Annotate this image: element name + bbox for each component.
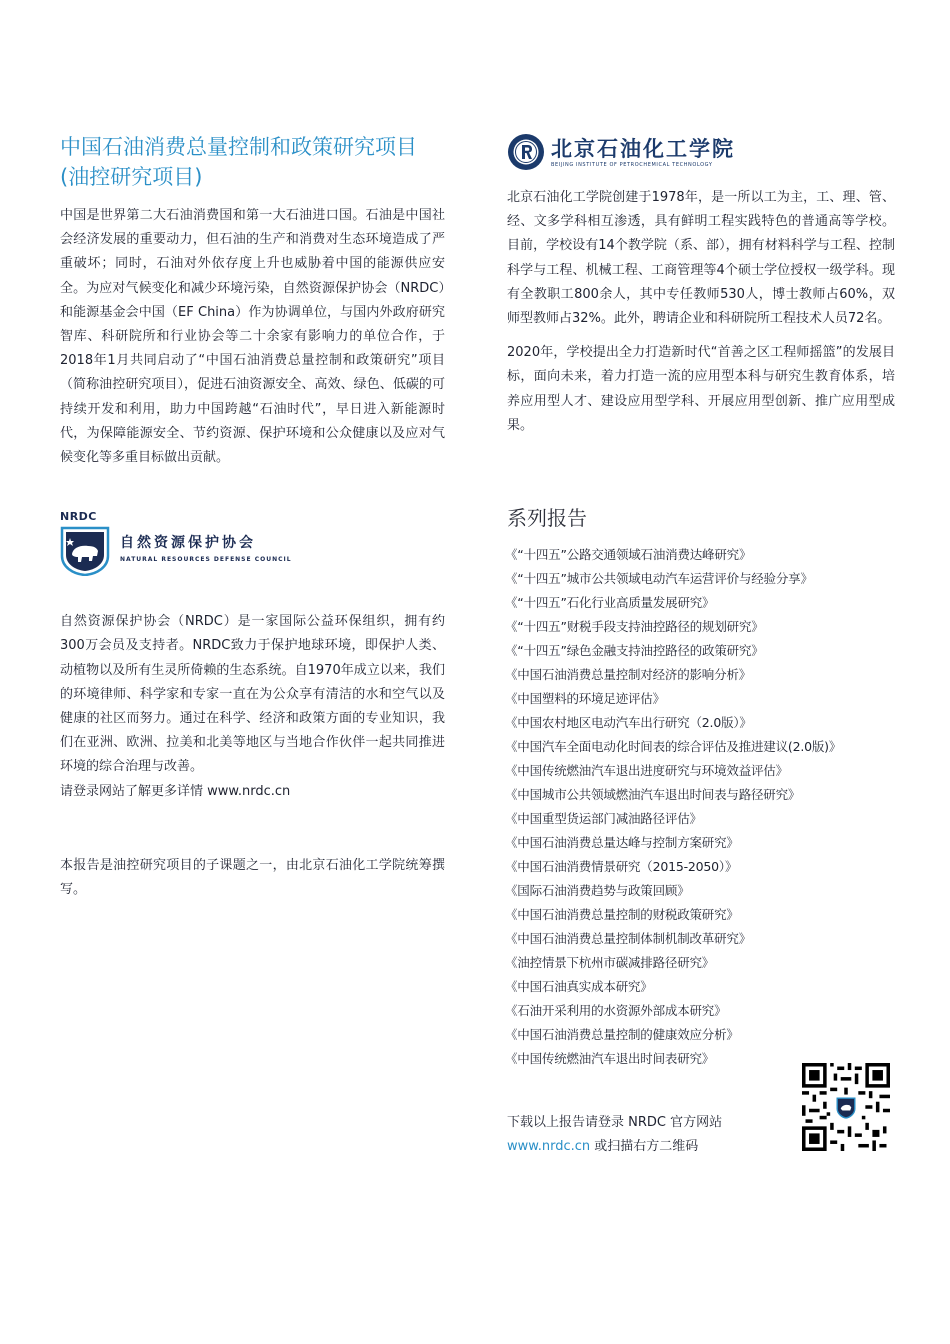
nrdc-description: 自然资源保护协会（NRDC）是一家国际公益环保组织，拥有约300万会员及支持者。NRDC致力于保护地球环境，即保护人类、动植物以及所有生灵所倚赖的生态系统。自1970年成立以来，我们的环境律师、科学家和专家一直在为公众享有清洁的水和空气以及健康的社区而努力。通过在科学、经济和政策方面的专业知识，我们在亚洲、欧洲、拉美和北美等地区与当地合作伙伴一起共同推进环境的综合治理与改善。 bbox=[60, 614, 445, 775]
series-item: 《中国石油消费总量达峰与控制方案研究》 bbox=[505, 835, 739, 851]
nrdc-logo-tag: NRDC bbox=[60, 510, 97, 524]
series-item: 《“十四五”公路交通领域石油消费达峰研究》 bbox=[505, 547, 752, 563]
series-item: 《中国石油消费总量控制的健康效应分析》 bbox=[505, 1027, 739, 1043]
nrdc-name-en: NATURAL RESOURCES DEFENSE COUNCIL bbox=[120, 556, 292, 564]
polar-bear-shield-icon bbox=[60, 526, 110, 576]
school-emblem-icon bbox=[507, 133, 545, 171]
series-item: 《中国城市公共领域燃油汽车退出时间表与路径研究》 bbox=[505, 787, 801, 803]
series-list bbox=[507, 543, 895, 1071]
nrdc-more-info: 请登录网站了解更多详情 www.nrdc.cn bbox=[60, 783, 291, 799]
school-name-en: BEIJING INSTITUTE OF PETROCHEMICAL TECHNOLOGY bbox=[551, 161, 713, 168]
download-line2-text: 或扫描右方二维码 bbox=[590, 1139, 699, 1154]
school-description: 北京石油化工学院创建于1978年，是一所以工为主，工、理、管、经、文多学科相互渗透，具有鲜明工程实践特色的普通高等学校。目前，学校设有14个教学院（系、部），拥有材料科学与工程、控制科学与工程、机械工程、工商管理等4个硕士学位授权一级学科。现有全教职工800余人，其中专任教师530人，博士教师占60%，双师型教师占32%。此外，聘请企业和科研院所工程技术人员72名。 bbox=[507, 190, 895, 327]
project-title bbox=[60, 132, 445, 192]
series-item: 《中国农村地区电动汽车出行研究（2.0版）》 bbox=[505, 715, 752, 731]
nrdc-logo bbox=[60, 510, 445, 584]
series-item: 《中国石油消费总量控制的财税政策研究》 bbox=[505, 907, 739, 923]
school-name-cn: 北京石油化工学院 bbox=[551, 135, 735, 161]
series-item: 《中国石油消费总量控制体制机制改革研究》 bbox=[505, 931, 752, 947]
download-line2 bbox=[507, 1135, 722, 1159]
series-item: 《中国重型货运部门减油路径评估》 bbox=[505, 811, 702, 827]
project-title-line1: 中国石油消费总量控制和政策研究项目 bbox=[60, 135, 417, 159]
series-item: 《“十四五”绿色金融支持油控路径的政策研究》 bbox=[505, 643, 764, 659]
series-item: 《中国传统燃油汽车退出时间表研究》 bbox=[505, 1051, 715, 1067]
series-item: 《“十四五”财税手段支持油控路径的规划研究》 bbox=[505, 619, 764, 635]
series-item: 《石油开采利用的水资源外部成本研究》 bbox=[505, 1003, 727, 1019]
right-column bbox=[507, 132, 895, 1071]
series-item: 《“十四五”城市公共领域电动汽车运营评价与经验分享》 bbox=[505, 571, 813, 587]
download-line1: 下载以上报告请登录 NRDC 官方网站 bbox=[507, 1115, 723, 1130]
school-goal: 2020年，学校提出全力打造新时代“首善之区工程师摇篮”的发展目标，面向未来，着力打造一流的应用型本科与研究生教育体系，培养应用型人才、建设应用型学科、开展应用型创新、推广应用型成果。 bbox=[507, 345, 895, 433]
nrdc-mark bbox=[60, 510, 110, 580]
project-title-line2: (油控研究项目) bbox=[60, 165, 203, 189]
left-column bbox=[60, 132, 445, 902]
series-heading: 系列报告 bbox=[507, 506, 587, 531]
series-item: 《国际石油消费趋势与政策回顾》 bbox=[505, 883, 690, 899]
series-item: 《中国石油消费总量控制对经济的影响分析》 bbox=[505, 667, 752, 683]
qr-code-icon[interactable] bbox=[802, 1063, 890, 1151]
series-item: 《“十四五”石化行业高质量发展研究》 bbox=[505, 595, 715, 611]
series-item: 《油控情景下杭州市碳减排路径研究》 bbox=[505, 955, 715, 971]
series-item: 《中国石油消费情景研究（2015-2050）》 bbox=[505, 859, 738, 875]
project-description: 中国是世界第二大石油消费国和第一大石油进口国。石油是中国社会经济发展的重要动力，但石油的生产和消费对生态环境造成了严重破坏；同时，石油对外依存度上升也威胁着中国的能源供应安全。为应对气候变化和减少环境污染，自然资源保护协会（NRDC）和能源基金会中国（EF China）作为协调单位，与国内外政府研究智库、科研院所和行业协会等二十余家有影响力的单位合作，于2018年1月共同启动了“中国石油消费总量控制和政策研究”项目（简称油控研究项目），促进石油资源安全、高效、绿色、低碳的可持续开发和利用，助力中国跨越“石油时代”，早日进入新能源时代，为保障能源安全、节约资源、保护环境和公众健康以及应对气候变化等多重目标做出贡献。 bbox=[60, 208, 445, 466]
series-item: 《中国传统燃油汽车退出进度研究与环境效益评估》 bbox=[505, 763, 788, 779]
download-info bbox=[507, 1111, 722, 1159]
school-name bbox=[551, 137, 735, 168]
report-footnote: 本报告是油控研究项目的子课题之一，由北京石油化工学院统筹撰写。 bbox=[60, 857, 445, 898]
nrdc-name bbox=[120, 532, 292, 563]
series-item: 《中国塑料的环境足迹评估》 bbox=[505, 691, 665, 707]
school-logo bbox=[507, 132, 895, 172]
nrdc-website-link[interactable]: www.nrdc.cn bbox=[507, 1139, 591, 1154]
nrdc-name-cn: 自然资源保护协会 bbox=[120, 535, 256, 552]
series-item: 《中国石油真实成本研究》 bbox=[505, 979, 653, 995]
series-item: 《中国汽车全面电动化时间表的综合评估及推进建议(2.0版)》 bbox=[505, 739, 842, 755]
